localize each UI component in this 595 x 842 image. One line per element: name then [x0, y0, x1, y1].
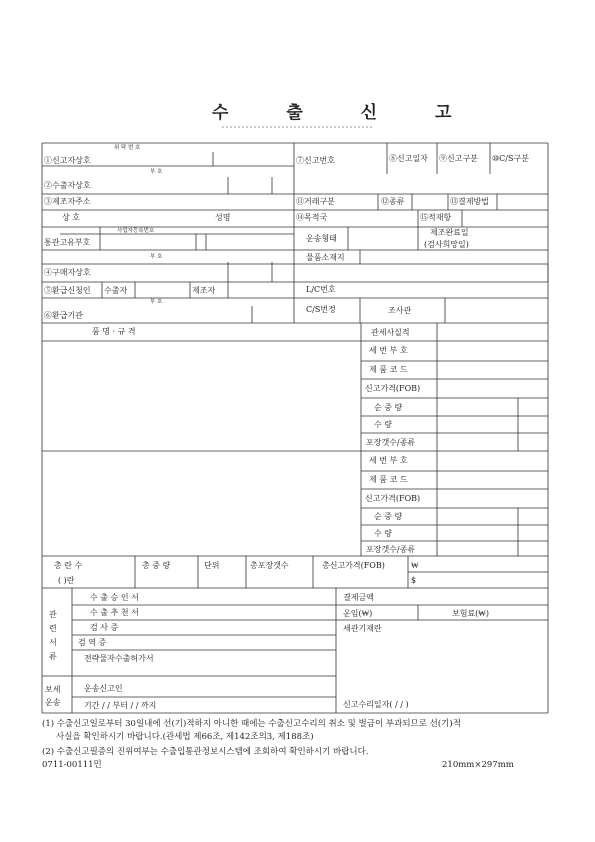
hs-code-label-2: 세 번 부 호	[369, 456, 408, 465]
manufacturer-address-label: ③제조자주소	[44, 197, 91, 206]
code-label-2: 부 호	[150, 254, 163, 260]
freight-label: 운임(₩)	[343, 609, 373, 618]
note-1-cont: 사실을 확인하시기 바랍니다.(관세법 제66조, 제142조의3, 제188조)	[56, 732, 314, 742]
total-weight-label: 총 중 량	[142, 561, 171, 570]
note-1: (1) 수출신고일로부터 30일내에 선(기)적하지 아니한 때에는 수출신고수리의 취소 및 벌금이 부과되므로 선(기)적	[42, 719, 461, 729]
customs-code-label: 통관고유부호	[44, 238, 91, 247]
kind-label: ⑫종류	[381, 197, 405, 206]
related-docs-side-1: 관	[49, 610, 57, 619]
settlement-amount-label: 결제금액	[343, 593, 374, 602]
quantity-label: 수 량	[374, 420, 392, 429]
customs-broker-record-label: 관세사실적	[371, 328, 410, 337]
cs-result-label: C/S번정	[306, 305, 336, 314]
quarantine-cert-label: 검 역 증	[78, 638, 107, 647]
code-label: 부 호	[150, 169, 163, 175]
net-weight-label: 순 중 량	[374, 403, 403, 412]
total-declared-value-label: 총신고가격(FOB)	[322, 561, 385, 570]
inspection-cert-label: 검 사 증	[90, 623, 119, 632]
lc-number-label: L/C번호	[306, 285, 336, 294]
declaration-type-label: ⑨신고구분	[439, 154, 478, 163]
note-2: (2) 수출신고필증의 진위여부는 수출입통관정보시스템에 조회하여 확인하시기 바랍니다.	[42, 747, 369, 757]
transport-mode-label: 운송형태	[306, 234, 337, 243]
product-code-label: 제 품 코 드	[369, 365, 408, 374]
packages-label-2: 포장갯수/종류	[366, 545, 416, 554]
item-name-spec-header: 품 명 · 규 격	[92, 327, 136, 336]
acceptance-date-label: 신고수리일자( / / )	[343, 700, 409, 709]
net-weight-label-2: 순 중 량	[374, 512, 403, 521]
goods-location-label: 물품소재지	[306, 253, 345, 262]
bonded-side-2: 운송	[45, 698, 61, 707]
transaction-type-label: ⑪거래구분	[296, 197, 335, 206]
ceo-name-label: 성명	[215, 213, 231, 222]
insurance-label: 보험료(₩)	[452, 609, 489, 618]
manufacture-date-label: 제조완료일	[430, 228, 469, 237]
declaration-date-label: ⑧신고일자	[389, 154, 428, 163]
form-number: 0711-00111민	[42, 760, 102, 770]
destination-label: ⑭목적국	[296, 213, 328, 222]
page-title: 수 출 신 고	[212, 103, 478, 123]
product-code-label-2: 제 품 코 드	[369, 475, 408, 484]
company-name-label: 상 호	[62, 213, 80, 222]
customs-remarks-label: 세관기재란	[343, 624, 382, 633]
transport-declarant-label: 운송신고인	[84, 684, 123, 693]
related-docs-side-3: 서	[49, 638, 57, 647]
code-label-3: 부 호	[150, 299, 163, 305]
declaration-number-label: ⑦신고번호	[296, 156, 335, 165]
refund-exporter-label: 수출자	[104, 286, 128, 295]
related-docs-side-2: 련	[49, 624, 57, 633]
paper-size: 210mm×297mm	[442, 760, 514, 770]
inspection-request-label: (검사희망일)	[424, 240, 469, 249]
dollar-sign: $	[411, 576, 417, 585]
refund-maker-label: 제조자	[192, 286, 216, 295]
refund-applicant-label: ⑤환급신청인	[44, 286, 91, 295]
total-items-label: 총 란 수	[54, 561, 83, 570]
total-packages-label: 총포장갯수	[250, 561, 289, 570]
exporter-name-label: ②수출자상호	[44, 181, 91, 190]
strategic-goods-permit-label: 전략물자수출허가서	[84, 654, 154, 663]
biz-reg-no-label: 사업자등록번호	[117, 228, 155, 234]
bonded-side-1: 보세	[45, 685, 61, 694]
declared-value-label: 신고가격(FOB)	[365, 384, 421, 393]
won-sign: ₩	[411, 561, 419, 570]
refund-office-label: ⑥환급기관	[44, 311, 83, 320]
declared-value-label-2: 신고가격(FOB)	[365, 494, 421, 503]
payment-method-label: ⑬결제방법	[450, 197, 489, 206]
unit-label: 단위	[204, 561, 220, 570]
total-items-count: ( )란	[58, 576, 75, 585]
entry-number-label: 위 탁 번 호	[114, 145, 141, 151]
buyer-name-label: ④구매자상호	[44, 268, 91, 277]
export-recommendation-label: 수 출 추 천 서	[90, 608, 139, 617]
export-approval-label: 수 출 승 인 서	[90, 593, 139, 602]
transport-period-label: 기간 / / 부터 / / 까지	[84, 701, 157, 710]
loading-port-label: ⑮적재항	[420, 213, 452, 222]
quantity-label-2: 수 량	[374, 529, 392, 538]
examiner-label: 조사관	[388, 306, 412, 315]
hs-code-label: 세 번 부 호	[369, 346, 408, 355]
declarant-name-label: ①신고자상호	[44, 156, 91, 165]
cs-type-label: ⑩C/S구분	[492, 154, 529, 163]
related-docs-side-4: 류	[49, 652, 57, 661]
packages-label: 포장갯수/종류	[366, 438, 416, 447]
